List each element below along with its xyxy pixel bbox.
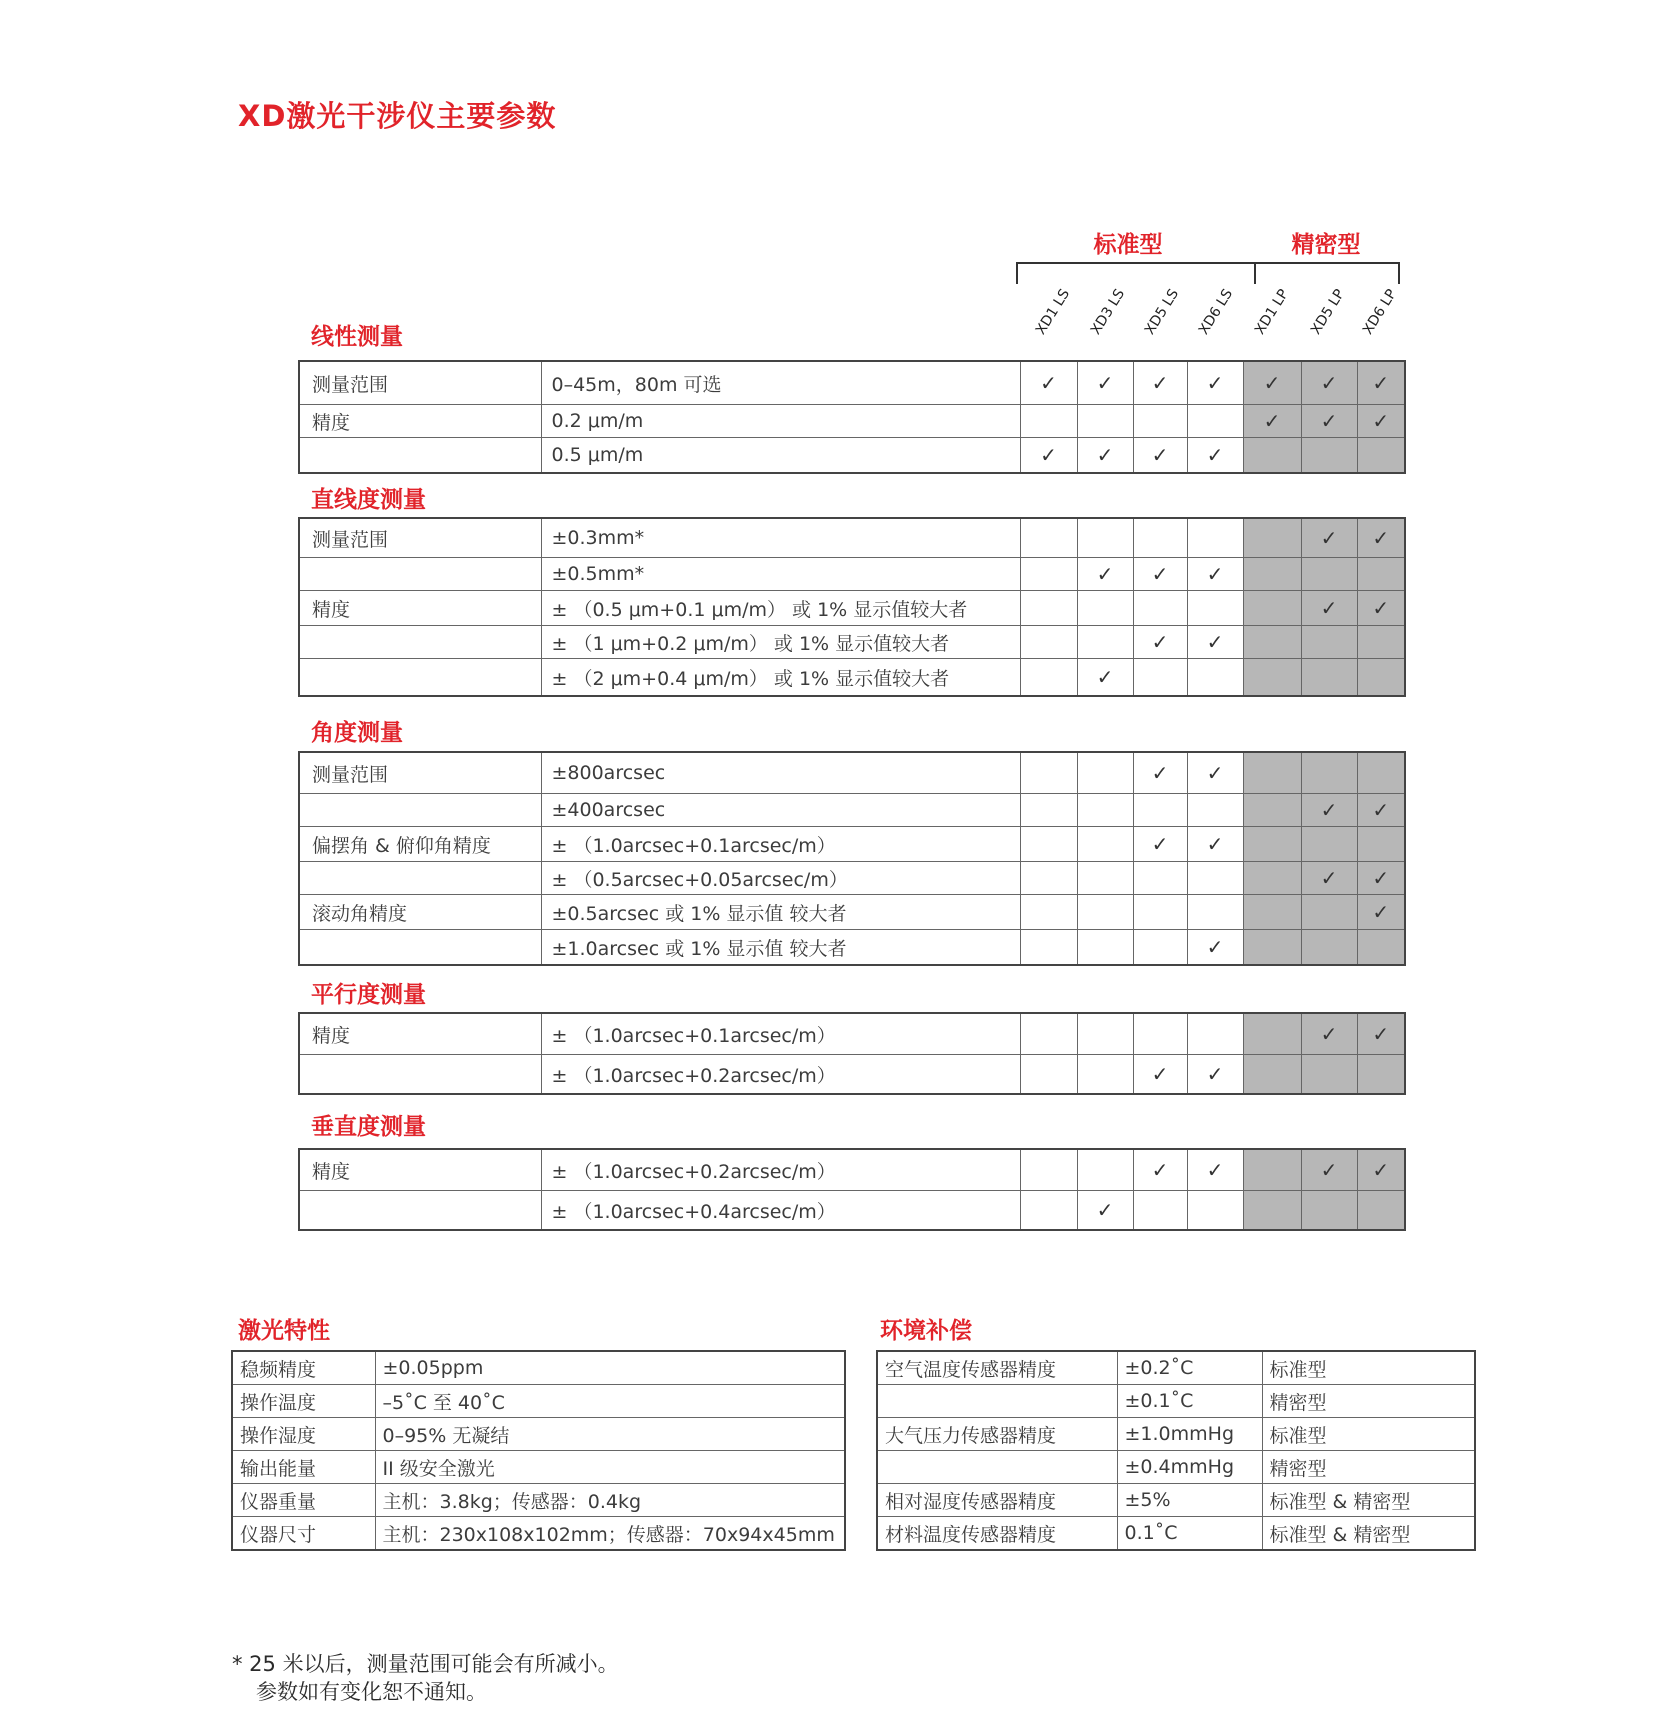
check-icon: ✓ [1357,1149,1405,1191]
empty-cell [1243,1149,1301,1191]
check-icon: ✓ [1187,361,1243,405]
section-title: 垂直度测量 [311,1114,426,1140]
bracket-precision [1254,262,1400,284]
env-param-type: 标准型 [1262,1351,1475,1385]
empty-cell [1077,1013,1133,1055]
empty-cell [1020,1191,1077,1231]
env-param-name: 大气压力传感器精度 [877,1418,1117,1451]
laser-table [231,1350,846,1551]
check-icon: ✓ [1187,1149,1243,1191]
laser-param-name: 仪器重量 [232,1484,375,1517]
empty-cell [1020,895,1077,930]
empty-cell [1020,827,1077,862]
empty-cell [1301,895,1357,930]
table-row [299,591,1405,626]
laser-param-name: 操作湿度 [232,1418,375,1451]
param-name: 精度 [299,1013,541,1055]
check-icon: ✓ [1357,1013,1405,1055]
model-label: XD6 LS [1195,286,1237,338]
check-icon: ✓ [1357,591,1405,626]
empty-cell [1243,1055,1301,1095]
empty-cell [1243,827,1301,862]
param-value: ± （2 μm+0.4 μm/m） 或 1% 显示值较大者 [541,659,1020,697]
check-icon: ✓ [1187,930,1243,966]
empty-cell [1020,1055,1077,1095]
model-label: XD3 LS [1087,286,1129,338]
check-icon: ✓ [1357,405,1405,438]
empty-cell [1077,895,1133,930]
empty-cell [1243,518,1301,558]
group-label-standard: 标准型 [1093,232,1163,258]
param-name [299,794,541,827]
param-value: ± （1.0arcsec+0.2arcsec/m） [541,1055,1020,1095]
empty-cell [1133,405,1187,438]
empty-cell [1020,518,1077,558]
bracket-standard [1016,262,1256,284]
empty-cell [1243,752,1301,794]
group-label-precision: 精密型 [1291,232,1361,258]
check-icon: ✓ [1301,794,1357,827]
env-param-name [877,1385,1117,1418]
laser-title: 激光特性 [238,1318,330,1344]
empty-cell [1357,626,1405,659]
param-value: ±800arcsec [541,752,1020,794]
empty-cell [1077,518,1133,558]
check-icon: ✓ [1077,361,1133,405]
table-row [299,626,1405,659]
empty-cell [1020,591,1077,626]
env-param-type: 精密型 [1262,1385,1475,1418]
table-row [299,1055,1405,1095]
table-row [299,752,1405,794]
empty-cell [1133,591,1187,626]
empty-cell [1077,862,1133,895]
laser-param-value: II 级安全激光 [375,1451,845,1484]
param-name [299,558,541,591]
param-value: 0–45m，80m 可选 [541,361,1020,405]
env-param-value: ±0.4mmHg [1117,1451,1262,1484]
param-value: ± （1 μm+0.2 μm/m） 或 1% 显示值较大者 [541,626,1020,659]
table-row [299,930,1405,966]
spec-table [298,360,1406,474]
env-param-value: ±0.1˚C [1117,1385,1262,1418]
section-title: 平行度测量 [311,982,426,1008]
empty-cell [1187,895,1243,930]
empty-cell [1301,827,1357,862]
check-icon: ✓ [1077,558,1133,591]
empty-cell [1020,558,1077,591]
empty-cell [1301,438,1357,474]
param-value: ± （0.5 μm+0.1 μm/m） 或 1% 显示值较大者 [541,591,1020,626]
param-name: 精度 [299,1149,541,1191]
table-row [232,1484,845,1517]
empty-cell [1357,1191,1405,1231]
check-icon: ✓ [1133,438,1187,474]
laser-param-value: 0–95% 无凝结 [375,1418,845,1451]
model-label: XD1 LS [1032,286,1074,338]
check-icon: ✓ [1243,361,1301,405]
empty-cell [1077,405,1133,438]
table-row [877,1351,1475,1385]
empty-cell [1077,794,1133,827]
table-row [299,827,1405,862]
spec-table [298,1148,1406,1231]
param-name [299,659,541,697]
env-param-value: ±5% [1117,1484,1262,1517]
empty-cell [1357,1055,1405,1095]
empty-cell [1133,1191,1187,1231]
table-row [299,1013,1405,1055]
check-icon: ✓ [1301,591,1357,626]
empty-cell [1020,752,1077,794]
check-icon: ✓ [1133,361,1187,405]
table-row [232,1385,845,1418]
table-row [299,862,1405,895]
model-label: XD6 LP [1359,286,1401,338]
env-param-value: 0.1˚C [1117,1517,1262,1551]
check-icon: ✓ [1020,438,1077,474]
laser-param-name: 仪器尺寸 [232,1517,375,1551]
empty-cell [1077,626,1133,659]
check-icon: ✓ [1133,626,1187,659]
check-icon: ✓ [1243,405,1301,438]
check-icon: ✓ [1357,862,1405,895]
env-param-value: ±0.2˚C [1117,1351,1262,1385]
param-name: 精度 [299,405,541,438]
check-icon: ✓ [1133,558,1187,591]
check-icon: ✓ [1077,659,1133,697]
param-value: ±0.3mm* [541,518,1020,558]
section-title: 直线度测量 [311,487,426,513]
empty-cell [1243,438,1301,474]
model-label: XD1 LP [1251,286,1293,338]
check-icon: ✓ [1077,438,1133,474]
check-icon: ✓ [1133,1055,1187,1095]
env-param-name [877,1451,1117,1484]
empty-cell [1020,1013,1077,1055]
check-icon: ✓ [1020,361,1077,405]
table-row [232,1517,845,1551]
env-param-type: 精密型 [1262,1451,1475,1484]
empty-cell [1077,1149,1133,1191]
empty-cell [1243,895,1301,930]
empty-cell [1133,659,1187,697]
empty-cell [1020,1149,1077,1191]
env-param-type: 标准型 & 精密型 [1262,1517,1475,1551]
env-param-type: 标准型 & 精密型 [1262,1484,1475,1517]
env-table [876,1350,1476,1551]
env-param-name: 相对湿度传感器精度 [877,1484,1117,1517]
laser-param-name: 输出能量 [232,1451,375,1484]
check-icon: ✓ [1301,405,1357,438]
param-value: ±400arcsec [541,794,1020,827]
empty-cell [1187,659,1243,697]
param-value: ± （1.0arcsec+0.1arcsec/m） [541,827,1020,862]
env-title: 环境补偿 [880,1318,972,1344]
param-name [299,438,541,474]
empty-cell [1187,1191,1243,1231]
table-row [299,361,1405,405]
page-title: XD激光干涉仪主要参数 [238,99,557,133]
env-param-name: 材料温度传感器精度 [877,1517,1117,1551]
check-icon: ✓ [1077,1191,1133,1231]
laser-param-value: –5˚C 至 40˚C [375,1385,845,1418]
check-icon: ✓ [1187,752,1243,794]
model-label: XD5 LS [1141,286,1183,338]
table-row [299,794,1405,827]
table-row [877,1451,1475,1484]
empty-cell [1243,1013,1301,1055]
param-value: ±0.5arcsec 或 1% 显示值 较大者 [541,895,1020,930]
section-title: 线性测量 [311,324,403,350]
empty-cell [1243,862,1301,895]
laser-param-name: 操作温度 [232,1385,375,1418]
check-icon: ✓ [1357,361,1405,405]
table-row [299,558,1405,591]
param-name [299,626,541,659]
check-icon: ✓ [1301,518,1357,558]
laser-param-value: 主机：230x108x102mm；传感器：70x94x45mm [375,1517,845,1551]
empty-cell [1301,558,1357,591]
empty-cell [1187,862,1243,895]
empty-cell [1133,930,1187,966]
table-row [299,895,1405,930]
table-row [877,1517,1475,1551]
empty-cell [1243,591,1301,626]
table-row [232,1418,845,1451]
empty-cell [1020,659,1077,697]
section-title: 角度测量 [311,720,403,746]
laser-param-value: ±0.05ppm [375,1351,845,1385]
empty-cell [1020,862,1077,895]
table-row [299,518,1405,558]
empty-cell [1077,930,1133,966]
empty-cell [1133,895,1187,930]
empty-cell [1357,438,1405,474]
empty-cell [1187,591,1243,626]
empty-cell [1133,794,1187,827]
check-icon: ✓ [1187,1055,1243,1095]
empty-cell [1357,659,1405,697]
check-icon: ✓ [1357,895,1405,930]
empty-cell [1187,405,1243,438]
empty-cell [1301,752,1357,794]
spec-table [298,751,1406,966]
table-row [232,1451,845,1484]
empty-cell [1357,827,1405,862]
table-row [299,659,1405,697]
empty-cell [1243,1191,1301,1231]
param-name [299,1191,541,1231]
empty-cell [1133,862,1187,895]
empty-cell [1187,518,1243,558]
empty-cell [1187,1013,1243,1055]
check-icon: ✓ [1187,558,1243,591]
param-value: ± （1.0arcsec+0.4arcsec/m） [541,1191,1020,1231]
empty-cell [1243,626,1301,659]
empty-cell [1301,626,1357,659]
empty-cell [1357,558,1405,591]
check-icon: ✓ [1133,1149,1187,1191]
check-icon: ✓ [1133,752,1187,794]
footnote-line2: 参数如有变化恕不通知。 [256,1680,487,1704]
env-param-name: 空气温度传感器精度 [877,1351,1117,1385]
env-param-type: 标准型 [1262,1418,1475,1451]
check-icon: ✓ [1301,862,1357,895]
check-icon: ✓ [1301,1149,1357,1191]
table-row [877,1484,1475,1517]
check-icon: ✓ [1187,827,1243,862]
param-value: ± （0.5arcsec+0.05arcsec/m） [541,862,1020,895]
laser-param-name: 稳频精度 [232,1351,375,1385]
empty-cell [1357,930,1405,966]
param-value: ±1.0arcsec 或 1% 显示值 较大者 [541,930,1020,966]
table-row [299,1191,1405,1231]
param-name: 偏摆角 & 俯仰角精度 [299,827,541,862]
table-row [877,1385,1475,1418]
param-value: ± （1.0arcsec+0.1arcsec/m） [541,1013,1020,1055]
table-row [232,1351,845,1385]
table-row [299,1149,1405,1191]
check-icon: ✓ [1187,438,1243,474]
param-name [299,1055,541,1095]
empty-cell [1301,659,1357,697]
table-row [877,1418,1475,1451]
empty-cell [1243,558,1301,591]
param-name: 测量范围 [299,518,541,558]
empty-cell [1187,794,1243,827]
empty-cell [1243,930,1301,966]
param-name [299,862,541,895]
spec-table [298,517,1406,697]
param-value: 0.2 μm/m [541,405,1020,438]
param-name: 测量范围 [299,752,541,794]
empty-cell [1077,591,1133,626]
param-value: 0.5 μm/m [541,438,1020,474]
check-icon: ✓ [1133,827,1187,862]
empty-cell [1077,752,1133,794]
empty-cell [1020,930,1077,966]
empty-cell [1020,794,1077,827]
empty-cell [1301,1055,1357,1095]
param-name [299,930,541,966]
env-param-value: ±1.0mmHg [1117,1418,1262,1451]
table-row [299,438,1405,474]
check-icon: ✓ [1301,1013,1357,1055]
param-name: 测量范围 [299,361,541,405]
param-name: 精度 [299,591,541,626]
laser-param-value: 主机：3.8kg；传感器：0.4kg [375,1484,845,1517]
table-row [299,405,1405,438]
spec-table [298,1012,1406,1095]
empty-cell [1357,752,1405,794]
empty-cell [1301,1191,1357,1231]
check-icon: ✓ [1357,794,1405,827]
empty-cell [1077,1055,1133,1095]
param-value: ±0.5mm* [541,558,1020,591]
empty-cell [1133,518,1187,558]
param-value: ± （1.0arcsec+0.2arcsec/m） [541,1149,1020,1191]
check-icon: ✓ [1301,361,1357,405]
empty-cell [1020,626,1077,659]
model-label: XD5 LP [1307,286,1349,338]
check-icon: ✓ [1187,626,1243,659]
empty-cell [1020,405,1077,438]
param-name: 滚动角精度 [299,895,541,930]
footnote-line1: * 25 米以后，测量范围可能会有所减小。 [232,1652,619,1676]
empty-cell [1133,1013,1187,1055]
empty-cell [1077,827,1133,862]
empty-cell [1243,794,1301,827]
empty-cell [1243,659,1301,697]
check-icon: ✓ [1357,518,1405,558]
empty-cell [1301,930,1357,966]
